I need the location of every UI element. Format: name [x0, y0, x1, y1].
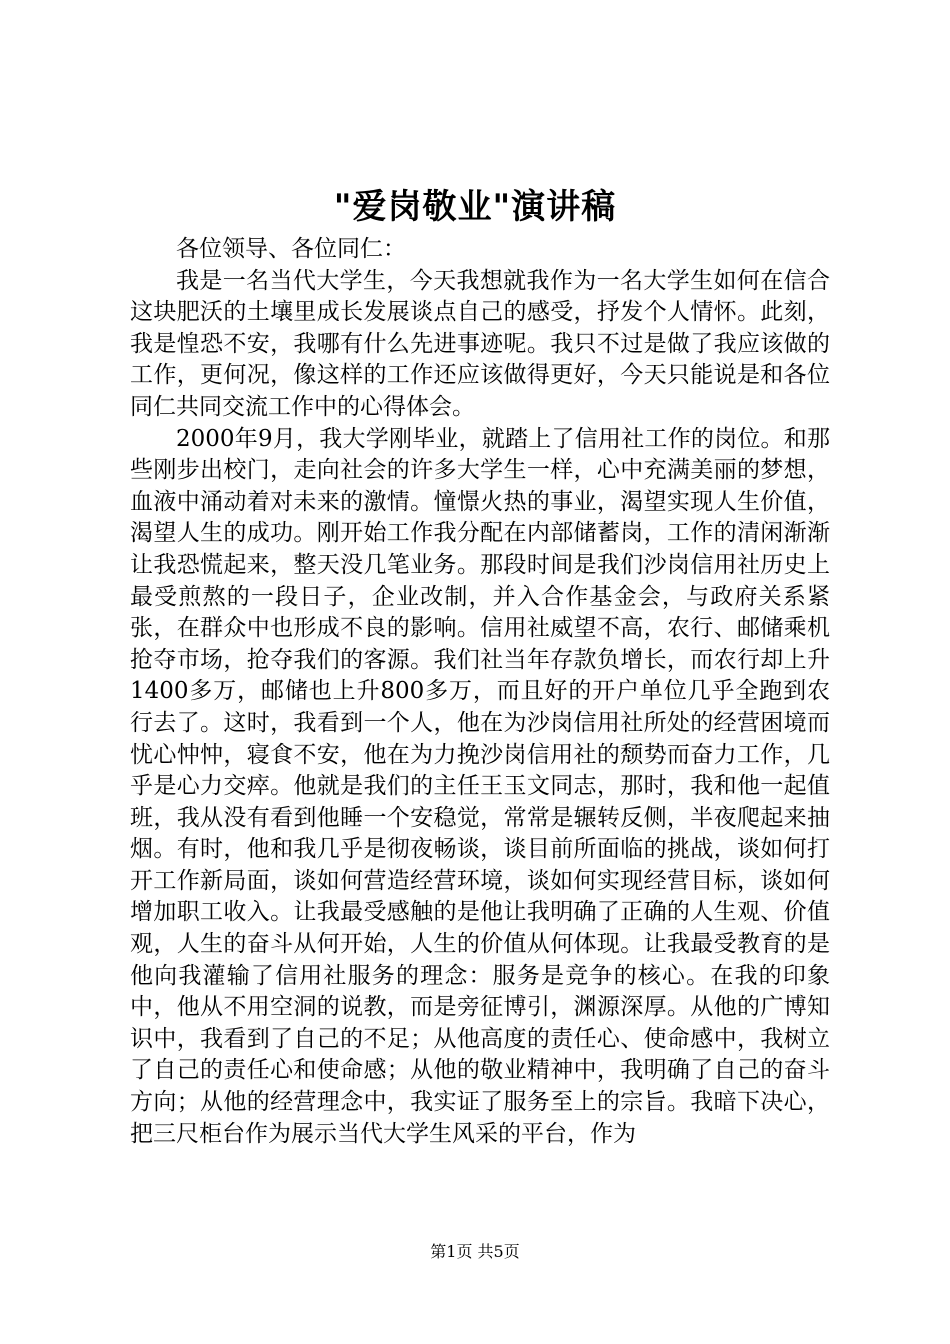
- salutation: 各位领导、各位同仁：: [176, 236, 406, 262]
- paragraph-1: 我是一名当代大学生，今天我想就我作为一名大学生如何在信合这块肥沃的土壤里成长发展谈点自己的感受，抒发个人情怀。此刻，我是惶恐不安，我哪有什么先进事迹呢。我只不过是做了我应该做的工作，更何况，像这样的工作还应该做得更好，今天只能说是和各位同仁共同交流工作中的心得体会。: [130, 267, 830, 420]
- document-body: [130, 234, 830, 1150]
- document-title: "爱岗敬业"演讲稿: [333, 187, 617, 227]
- paragraph-2: 2000年9月，我大学刚毕业，就踏上了信用社工作的岗位。和那些刚步出校门，走向社会的许多大学生一样，心中充满美丽的梦想，血液中涌动着对未来的激情。憧憬火热的事业，渴望实现人生价值，渴望人生的成功。刚开始工作我分配在内部储蓄岗，工作的清闲渐渐让我恐慌起来，整天没几笔业务。那段时间是我们沙岗信用社历史上最受煎熬的一段日子，企业改制，并入合作基金会，与政府关系紧张，在群众中也形成不良的影响。信用社威望不高，农行、邮储乘机抢夺市场，抢夺我们的客源。我们社当年存款负增长，而农行却上升1400多万，邮储也上升800多万，而且好的开户单位几乎全跑到农行去了。这时，我看到一个人，他在为沙岗信用社所处的经营困境而忧心忡忡，寝食不安，他在为力挽沙岗信用社的颓势而奋力工作，几乎是心力交瘁。他就是我们的主任王玉文同志，那时，我和他一起值班，我从没有看到他睡一个安稳觉，常常是辗转反侧，半夜爬起来抽烟。有时，他和我几乎是彻夜畅谈，谈目前所面临的挑战，谈如何打开工作新局面，谈如何营造经营环境，谈如何实现经营目标，谈如何增加职工收入。让我最受感触的是他让我明确了正确的人生观、价值观，人生的奋斗从何开始，人生的价值从何体现。让我最受教育的是他向我灌输了信用社服务的理念：服务是竞争的核心。在我的印象中，他从不用空洞的说教，而是旁征博引，渊源深厚。从他的广博知识中，我看到了自己的不足；从他高度的责任心、使命感中，我树立了自己的责任心和使命感；从他的敬业精神中，我明确了自己的奋斗方向；从他的经营理念中，我实证了服务至上的宗旨。我暗下决心，把三尺柜台作为展示当代大学生风采的平台，作为: [130, 425, 830, 1147]
- page-footer: 第1页 共5页: [430, 1242, 520, 1261]
